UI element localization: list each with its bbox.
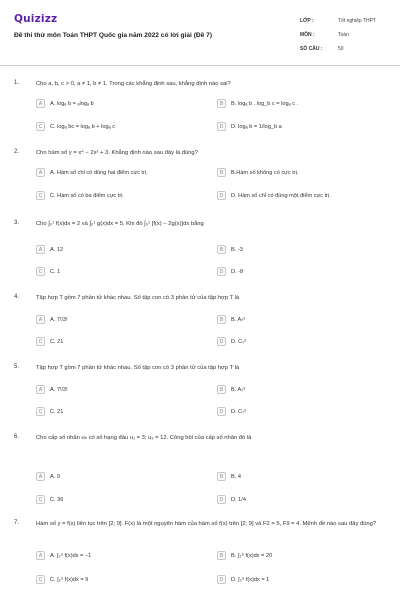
option-letter: D (217, 267, 226, 276)
option-text: A. 9 (50, 473, 60, 480)
option-letter: A (36, 168, 45, 177)
option-b[interactable] (217, 471, 241, 482)
option-b[interactable] (217, 550, 272, 561)
option-letter: B (217, 245, 226, 254)
option-text: B. ∫₂⁹ f(x)dx = 20 (231, 552, 273, 559)
option-letter: B (217, 99, 226, 108)
question-number: 3. (14, 220, 20, 226)
option-letter: B (217, 315, 226, 324)
option-text: D. 1/4 (231, 496, 246, 503)
option-d[interactable] (217, 336, 246, 347)
option-c[interactable] (36, 406, 63, 417)
quizizz-logo: Quizizz (14, 13, 58, 25)
option-text: D. C₇³ (231, 338, 246, 345)
option-text: D. logₐ b = 1/log_b a (231, 123, 282, 130)
option-c[interactable] (36, 266, 60, 277)
option-text: A. ∫₂⁹ f(x)dx = −1 (50, 552, 92, 559)
option-letter: D (217, 495, 226, 504)
option-d[interactable] (217, 574, 269, 585)
option-letter: A (36, 99, 45, 108)
question-number: 7. (14, 520, 20, 526)
option-text: C. 36 (50, 496, 64, 503)
option-text: A. logₐ b = ₐlogₐ b (50, 100, 94, 107)
meta-key: MÔN : (300, 32, 315, 38)
option-letter: D (217, 122, 226, 131)
question-number: 5. (14, 364, 20, 370)
option-text: C. 21 (50, 408, 64, 415)
meta-value: 50 (338, 46, 344, 52)
meta-value: Tốt nghiệp THPT (338, 18, 376, 24)
option-text: B.Hàm số không có cực trị. (231, 169, 299, 176)
option-text: C. 21 (50, 338, 64, 345)
meta-value: Toán (338, 32, 349, 38)
option-text: A. 7!/3! (50, 316, 68, 323)
option-letter: A (36, 315, 45, 324)
option-b[interactable] (217, 98, 298, 109)
document-title: Đề thi thử môn Toán THPT Quốc gia năm 2022 có lời giải (Đề 7) (14, 32, 213, 39)
option-d[interactable] (217, 190, 331, 201)
option-letter: C (36, 267, 45, 276)
option-text: B. -3 (231, 246, 243, 253)
option-text: C. logₐ bc = logₐ b + logₐ c (50, 123, 116, 130)
option-a[interactable] (36, 550, 91, 561)
header-divider (0, 65, 400, 66)
option-letter: D (217, 337, 226, 346)
meta-key: LỚP : (300, 18, 314, 24)
option-a[interactable] (36, 384, 68, 395)
option-c[interactable] (36, 336, 63, 347)
option-c[interactable] (36, 494, 63, 505)
option-text: B. 4 (231, 473, 241, 480)
option-text: D. -8 (231, 268, 244, 275)
option-text: A. Hàm số chỉ có đúng hai điểm cực trị. (50, 169, 148, 176)
option-text: D. ∫₂⁹ f(x)dx = 1 (231, 576, 270, 583)
question-text: Tập hợp T gồm 7 phần tử khác nhau. Số tập con có 3 phần tử của tập hợp T là (36, 295, 240, 301)
question-text: Cho cấp số nhân uₙ có số hạng đầu u₁ = 3; u₂ = 12. Công bội của cấp số nhân đó là (36, 435, 252, 441)
option-letter: C (36, 495, 45, 504)
option-letter: A (36, 551, 45, 560)
option-a[interactable] (36, 314, 68, 325)
meta-row-subject (300, 28, 395, 42)
option-letter: B (217, 168, 226, 177)
option-d[interactable] (217, 121, 282, 132)
option-letter: C (36, 337, 45, 346)
option-text: B. A₇³ (231, 386, 246, 393)
option-letter: A (36, 472, 45, 481)
option-letter: B (217, 472, 226, 481)
question-text: Cho ∫₀¹ f(x)dx = 2 và ∫₀¹ g(x)dx = 5. Khi đó ∫₀¹ [f(x) − 2g(x)]dx bằng (36, 221, 204, 227)
question-number: 2. (14, 149, 20, 155)
option-text: D. Hàm số chỉ có đúng một điểm cực trị. (231, 192, 331, 199)
option-letter: D (217, 407, 226, 416)
option-letter: D (217, 191, 226, 200)
meta-row-class (300, 14, 395, 28)
option-text: B. A₇³ (231, 316, 246, 323)
option-text: A. 7!/3! (50, 386, 68, 393)
question-text: Tập hợp T gồm 7 phần tử khác nhau. Số tập con có 3 phần tử của tập hợp T là (36, 365, 240, 371)
option-text: C. 1 (50, 268, 61, 275)
option-b[interactable] (217, 167, 298, 178)
option-letter: D (217, 575, 226, 584)
option-letter: A (36, 385, 45, 394)
option-b[interactable] (217, 384, 245, 395)
option-a[interactable] (36, 244, 63, 255)
option-text: A. 12 (50, 246, 64, 253)
option-letter: A (36, 245, 45, 254)
option-a[interactable] (36, 167, 148, 178)
meta-row-question-count (300, 42, 395, 56)
option-letter: C (36, 122, 45, 131)
meta-key: SỐ CÂU : (300, 46, 323, 52)
question-number: 6. (14, 434, 20, 440)
option-d[interactable] (217, 494, 246, 505)
question-number: 1. (14, 80, 20, 86)
question-text: Cho a, b, c > 0, a ≠ 1, b ≠ 1. Trong các khẳng định sau, khẳng định nào sai? (36, 81, 231, 87)
option-b[interactable] (217, 244, 243, 255)
option-c[interactable] (36, 574, 88, 585)
option-letter: C (36, 191, 45, 200)
option-text: C. ∫₂⁹ f(x)dx = 9 (50, 576, 89, 583)
option-text: C. Hàm số có ba điểm cực trị (50, 192, 123, 199)
option-c[interactable] (36, 121, 115, 132)
option-a[interactable] (36, 98, 94, 109)
option-text: B. logₐ b . log_b c = logₐ c . (231, 100, 299, 107)
option-a[interactable] (36, 471, 60, 482)
option-d[interactable] (217, 266, 243, 277)
option-letter: B (217, 551, 226, 560)
question-text: Cho hàm số y = x⁴ − 2x² + 3. Khẳng định nào sau đây là đúng? (36, 150, 198, 156)
option-letter: C (36, 407, 45, 416)
document-meta (300, 14, 395, 56)
option-letter: C (36, 575, 45, 584)
option-b[interactable] (217, 314, 245, 325)
option-c[interactable] (36, 190, 122, 201)
question-text: Hàm số y = f(x) liên tục trên [2; 9]. F(x) là một nguyên hàm của hàm số f(x) trên [2; 9] và F2 = 5, F9 = 4. Mệnh đề nào sau đây đúng? (36, 521, 377, 527)
option-text: D. C₇³ (231, 408, 246, 415)
option-d[interactable] (217, 406, 246, 417)
document-header (0, 0, 400, 64)
option-letter: B (217, 385, 226, 394)
question-number: 4. (14, 294, 20, 300)
